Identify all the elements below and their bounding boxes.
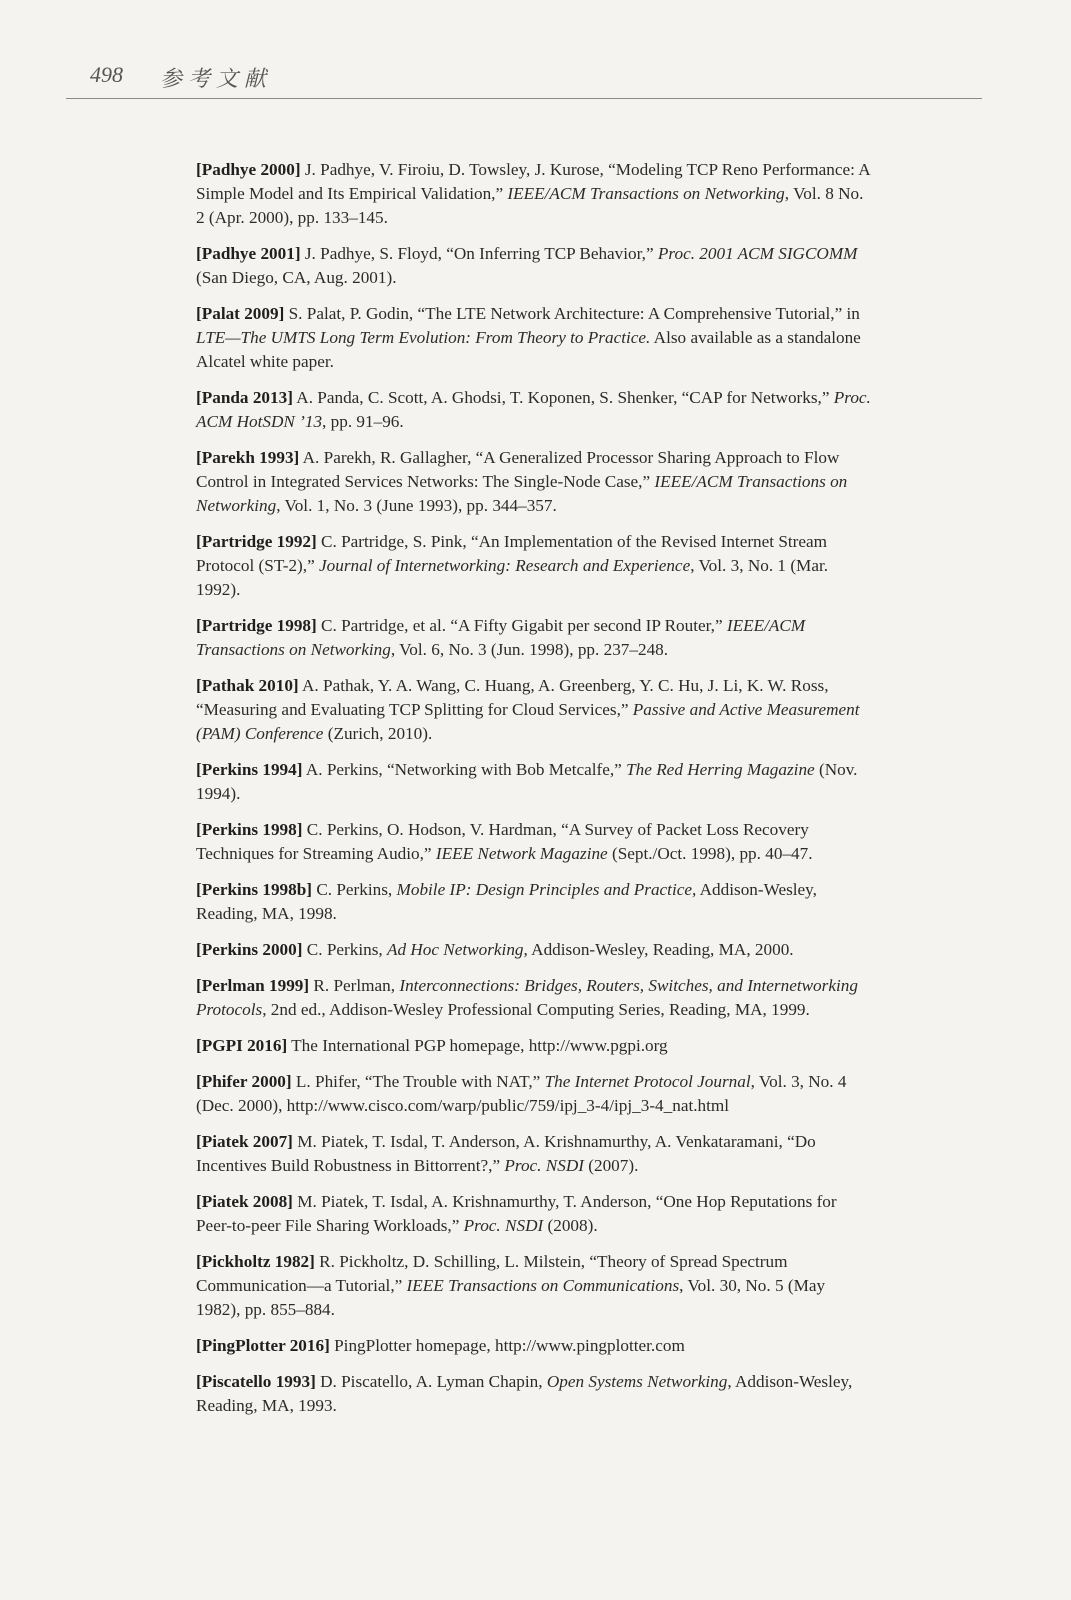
reference-text: M. Piatek, T. Isdal, T. Anderson, A. Krishnamurthy, A. Venkataramani, “Do Incentives Build Robustness in Bittorrent?,” bbox=[196, 1132, 816, 1175]
running-title: 参考文献 bbox=[160, 66, 273, 91]
reference-entry bbox=[196, 1034, 872, 1058]
reference-source-title: The Red Herring Magazine bbox=[626, 760, 815, 779]
reference-key: [Perkins 1998b] bbox=[196, 880, 313, 899]
reference-text: J. Padhye, S. Floyd, “On Inferring TCP Behavior,” bbox=[300, 244, 658, 263]
reference-entry bbox=[196, 758, 872, 806]
reference-text: Also available as a standalone Alcatel white paper. bbox=[196, 328, 861, 371]
reference-key: [Panda 2013] bbox=[196, 388, 293, 407]
reference-text: A. Panda, C. Scott, A. Ghodsi, T. Koponen, S. Shenker, “CAP for Networks,” bbox=[292, 388, 834, 407]
reference-text: (San Diego, CA, Aug. 2001). bbox=[196, 268, 397, 287]
reference-text: C. Partridge, S. Pink, “An Implementation of the Revised Internet Stream Protocol (ST-2),” bbox=[196, 532, 828, 575]
reference-key: [Piscatello 1993] bbox=[196, 1372, 316, 1391]
reference-key: [Perkins 1994] bbox=[196, 760, 303, 779]
reference-text: M. Piatek, T. Isdal, A. Krishnamurthy, T. Anderson, “One Hop Reputations for Peer-to-peer File Sharing Workloads,” bbox=[196, 1192, 837, 1235]
reference-text: , pp. 91–96. bbox=[322, 412, 404, 431]
reference-source-title: IEEE Transactions on Communications bbox=[406, 1276, 680, 1295]
reference-text: S. Palat, P. Godin, “The LTE Network Architecture: A Comprehensive Tutorial,” in bbox=[284, 304, 860, 323]
reference-text: R. Perlman, bbox=[309, 976, 400, 995]
reference-text: , Addison-Wesley, Reading, MA, 1998. bbox=[196, 880, 817, 923]
reference-text: , Vol. 3, No. 1 (Mar. 1992). bbox=[196, 556, 829, 599]
reference-source-title: IEEE/ACM Transactions on Networking bbox=[196, 472, 848, 515]
reference-key: [Piatek 2007] bbox=[196, 1132, 293, 1151]
reference-text: PingPlotter homepage, http://www.pingplotter.com bbox=[329, 1336, 685, 1355]
reference-text: (Zurich, 2010). bbox=[323, 724, 433, 743]
reference-text: L. Phifer, “The Trouble with NAT,” bbox=[291, 1072, 545, 1091]
reference-key: [Partridge 1998] bbox=[196, 616, 317, 635]
reference-entry bbox=[196, 878, 872, 926]
reference-key: [PGPI 2016] bbox=[196, 1036, 288, 1055]
reference-text: (Nov. 1994). bbox=[196, 760, 858, 803]
reference-key: [Partridge 1992] bbox=[196, 532, 317, 551]
reference-text: A. Perkins, “Networking with Bob Metcalfe,” bbox=[302, 760, 627, 779]
reference-text: , Vol. 8 No. 2 (Apr. 2000), pp. 133–145. bbox=[196, 184, 864, 227]
reference-entry bbox=[196, 818, 872, 866]
reference-key: [Perlman 1999] bbox=[196, 976, 310, 995]
reference-entry bbox=[196, 1334, 872, 1358]
reference-source-title: IEEE Network Magazine bbox=[435, 844, 608, 863]
reference-entry bbox=[196, 386, 872, 434]
reference-entry bbox=[196, 1130, 872, 1178]
reference-text: , Vol. 1, No. 3 (June 1993), pp. 344–357. bbox=[276, 496, 557, 515]
reference-key: [Perkins 2000] bbox=[196, 940, 303, 959]
reference-text: (2007). bbox=[583, 1156, 639, 1175]
reference-text: , Addison-Wesley, Reading, MA, 1993. bbox=[196, 1372, 853, 1415]
reference-source-title: Ad Hoc Networking bbox=[386, 940, 524, 959]
reference-source-title: IEEE/ACM Transactions on Networking bbox=[196, 616, 806, 659]
reference-entry bbox=[196, 938, 872, 962]
reference-text: , Vol. 3, No. 4 (Dec. 2000), http://www.cisco.com/warp/public/759/ipj_3-4/ipj_3-4_nat.html bbox=[196, 1072, 847, 1115]
reference-source-title: Interconnections: Bridges, Routers, Switches, and Internetworking Protocols bbox=[196, 976, 858, 1019]
reference-source-title: Proc. 2001 ACM SIGCOMM bbox=[657, 244, 858, 263]
reference-key: [Pathak 2010] bbox=[196, 676, 299, 695]
reference-source-title: The Internet Protocol Journal bbox=[544, 1072, 751, 1091]
reference-text: A. Pathak, Y. A. Wang, C. Huang, A. Greenberg, Y. C. Hu, J. Li, K. W. Ross, “Measuring and Evaluating TCP Splitting for Cloud Services,” bbox=[196, 676, 829, 719]
reference-source-title: Open Systems Networking bbox=[546, 1372, 728, 1391]
reference-source-title: Mobile IP: Design Principles and Practice bbox=[396, 880, 692, 899]
reference-key: [Padhye 2000] bbox=[196, 160, 301, 179]
reference-entry bbox=[196, 674, 872, 746]
reference-text: The International PGP homepage, http://www.pgpi.org bbox=[287, 1036, 668, 1055]
reference-key: [Perkins 1998] bbox=[196, 820, 303, 839]
reference-source-title: Passive and Active Measurement (PAM) Conference bbox=[196, 700, 860, 743]
reference-key: [Parekh 1993] bbox=[196, 448, 300, 467]
reference-key: [Piatek 2008] bbox=[196, 1192, 293, 1211]
reference-text: , Vol. 6, No. 3 (Jun. 1998), pp. 237–248. bbox=[390, 640, 669, 659]
reference-source-title: Journal of Internetworking: Research and Experience bbox=[319, 556, 691, 575]
reference-entry bbox=[196, 302, 872, 374]
reference-text: , Addison-Wesley, Reading, MA, 2000. bbox=[523, 940, 794, 959]
reference-entry bbox=[196, 974, 872, 1022]
reference-text: C. Partridge, et al. “A Fifty Gigabit per second IP Router,” bbox=[316, 616, 727, 635]
reference-source-title: Proc. NSDI bbox=[463, 1216, 544, 1235]
reference-source-title: Proc. ACM HotSDN ’13 bbox=[196, 388, 871, 431]
reference-source-title: Proc. NSDI bbox=[504, 1156, 584, 1175]
reference-key: [Phifer 2000] bbox=[196, 1072, 292, 1091]
reference-entry bbox=[196, 1190, 872, 1238]
reference-list bbox=[196, 158, 872, 1430]
reference-entry bbox=[196, 530, 872, 602]
page-header bbox=[66, 58, 982, 99]
reference-text: J. Padhye, V. Firoiu, D. Towsley, J. Kurose, “Modeling TCP Reno Performance: A Simple Model and Its Empirical Validation,” bbox=[196, 160, 870, 203]
reference-text: (2008). bbox=[543, 1216, 598, 1235]
reference-source-title: LTE—The UMTS Long Term Evolution: From Theory to Practice. bbox=[196, 328, 651, 347]
reference-entry bbox=[196, 1070, 872, 1118]
reference-key: [PingPlotter 2016] bbox=[196, 1336, 330, 1355]
reference-entry bbox=[196, 158, 872, 230]
reference-text: , 2nd ed., Addison-Wesley Professional Computing Series, Reading, MA, 1999. bbox=[262, 1000, 810, 1019]
reference-source-title: IEEE/ACM Transactions on Networking bbox=[507, 184, 785, 203]
reference-text: A. Parekh, R. Gallagher, “A Generalized Processor Sharing Approach to Flow Control in Integrated Services Networks: The Single-Node Case,” bbox=[196, 448, 840, 491]
reference-text: C. Perkins, O. Hodson, V. Hardman, “A Survey of Packet Loss Recovery Techniques for Streaming Audio,” bbox=[196, 820, 809, 863]
page-number: 498 bbox=[90, 62, 123, 87]
reference-entry bbox=[196, 614, 872, 662]
reference-key: [Padhye 2001] bbox=[196, 244, 301, 263]
reference-text: , Vol. 30, No. 5 (May 1982), pp. 855–884. bbox=[196, 1276, 826, 1319]
reference-entry bbox=[196, 1370, 872, 1418]
reference-text: D. Piscatello, A. Lyman Chapin, bbox=[315, 1372, 547, 1391]
reference-text: C. Perkins, bbox=[312, 880, 397, 899]
reference-text: C. Perkins, bbox=[302, 940, 387, 959]
reference-entry bbox=[196, 1250, 872, 1322]
reference-entry bbox=[196, 242, 872, 290]
reference-key: [Pickholtz 1982] bbox=[196, 1252, 315, 1271]
reference-key: [Palat 2009] bbox=[196, 304, 285, 323]
reference-text: R. Pickholtz, D. Schilling, L. Milstein, “Theory of Spread Spectrum Communication—a Tutorial,” bbox=[196, 1252, 788, 1295]
reference-entry bbox=[196, 446, 872, 518]
reference-text: (Sept./Oct. 1998), pp. 40–47. bbox=[607, 844, 813, 863]
